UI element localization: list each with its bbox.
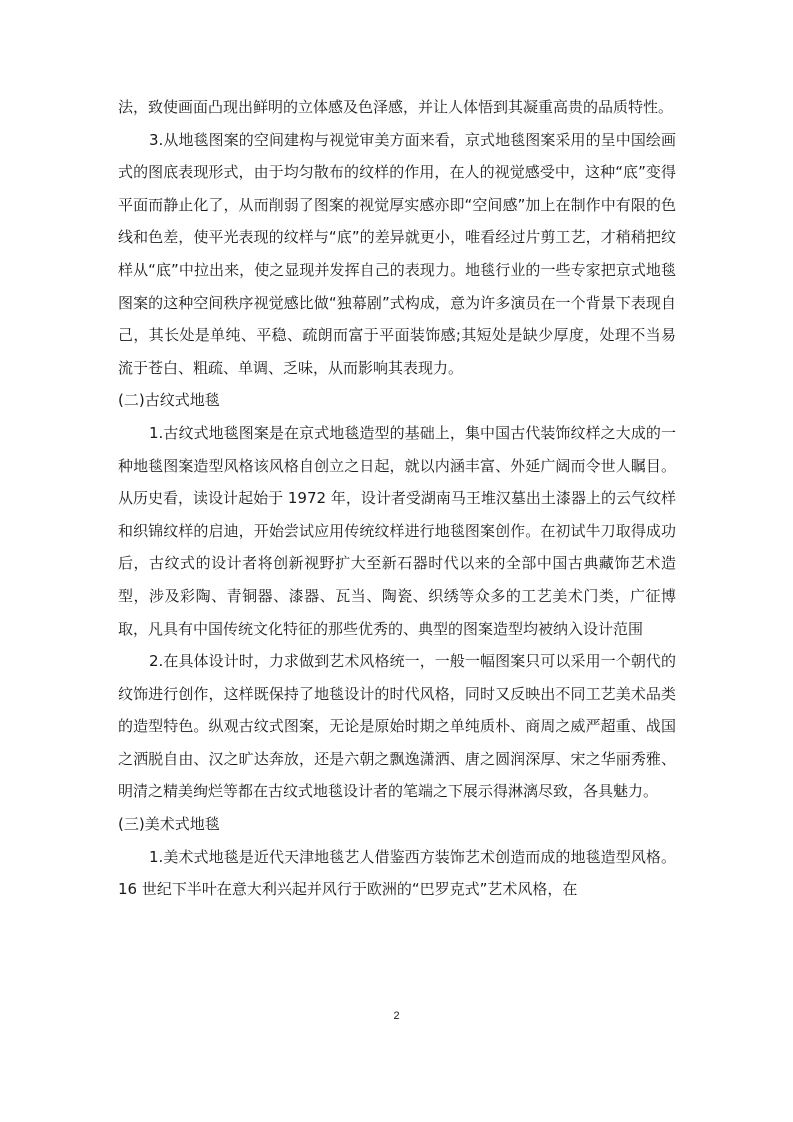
paragraph: 法，致使画面凸现出鲜明的立体感及色泽感，并让人体悟到其凝重高贵的品质特性。 xyxy=(118,98,674,116)
paragraph: 2.在具体设计时，力求做到艺术风格统一，一般一幅图案只可以采用一个朝代的纹饰进行创作，这样既保持了地毯设计的时代风格，同时又反映出不同工艺美术品类的造型特色。纵观古纹式图案，无论是原始时期之单纯质朴、商周之威严超重、战国之洒脱自由、汉之旷达奔放，还是六朝之飘逸潇洒、唐之圆润深厚、宋之华丽秀雅、明清之精美绚烂等都在古纹式地毯设计者的笔端之下展示得淋漓尽致，各具魅力。 xyxy=(118,652,676,801)
section-heading: (三)美术式地毯 xyxy=(118,815,220,834)
paragraph: 3.从地毯图案的空间建构与视觉审美方面来看，京式地毯图案采用的呈中国绘画式的图底表现形式，由于均匀散布的纹样的作用，在人的视觉感受中，这种“底”变得平面而静止化了，从而削弱了图案的视觉厚实感亦即“空间感”加上在制作中有限的色线和色差，使平光表现的纹样与“底”的差异就更小，唯看经过片剪工艺，才稍稍把纹样从“底”中拉出来，使之显现并发挥自己的表现力。地毯行业的一些专家把京式地毯图案的这种空间秩序视觉感比做“独幕剧”式构成，意为许多演员在一个背景下表现自己，其长处是单纯、平稳、疏朗而富于平面装饰感;其短处是缺少厚度，处理不当易流于苍白、粗疏、单调、乏味，从而影响其表现力。 xyxy=(118,130,676,377)
document-body xyxy=(118,91,676,906)
page-number: 2 xyxy=(393,1010,400,1022)
paragraph: 1.美术式地毯是近代天津地毯艺人借鉴西方装饰艺术创造而成的地毯造型风格。16 世纪下半叶在意大利兴起并风行于欧洲的“巴罗克式”艺术风格，在 xyxy=(118,847,676,899)
section-heading: (二)古纹式地毯 xyxy=(118,391,220,410)
paragraph: 1.古纹式地毯图案是在京式地毯造型的基础上，集中国古代装饰纹样之大成的一种地毯图案造型风格该风格自创立之日起，就以内涵丰富、外延广阔而令世人瞩目。从历史看，读设计起始于 1972 年，设计者受湖南马王堆汉墓出土漆器上的云气纹样和织锦纹样的启迪，开始尝试应用传统纹样进行地毯图案创作。在初试牛刀取得成功后，古纹式的设计者将创新视野扩大至新石器时代以来的全部中国古典藏饰艺术造型，涉及彩陶、青铜器、漆器、瓦当、陶瓷、织绣等众多的工艺美术门类，广征博取，凡具有中国传统文化特征的那些优秀的、典型的图案造型均被纳入设计范围 xyxy=(118,423,676,638)
